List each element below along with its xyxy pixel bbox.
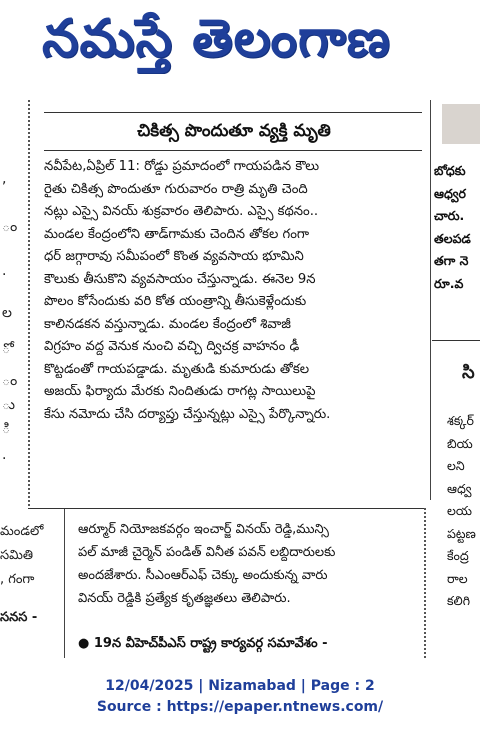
right-line: రూ.వ [434,275,464,291]
adjacent-line: అందజేశారు. సీఎంఆర్ఎఫ్ చెక్కు అందుకున్న వారు [78,568,328,583]
article-headline: చికిత్స పొందుతూ వ్యక్తి మృతి [137,121,331,141]
left-below-line: మండలో [0,524,44,539]
article-line: కేసు నమోదు చేసి దర్యాప్తు చేస్తున్నట్లు ఎస్సై పేర్కొన్నారు. [44,406,331,422]
right-column-heading: సి [462,362,475,383]
right-line: పట్టణ [447,525,476,541]
footer-source-line: Source : https://epaper.ntnews.com/ [96,699,384,715]
footer-date-line: 12/04/2025 | Nizamabad | Page : 2 [105,678,375,694]
masthead [0,0,480,82]
column-divider [28,100,30,506]
section-separator [28,508,424,509]
article-line: పొలం కోసేందుకు వరి కోత యంత్రాన్ని తీసుకెళ్లేందుకు [44,294,307,309]
left-fragment: ం [2,373,18,389]
footer [0,676,480,718]
right-line: లయ [447,503,472,518]
right-line: కలిగి [447,593,470,608]
left-fragment: ల [2,305,12,321]
right-line: రాల [447,570,468,586]
right-column-text [434,160,480,295]
adjacent-line: పల్ మాజీ చైర్మెన్ పండిత్ వినీత పవన్ లబ్దిదారులకు [78,545,336,560]
right-line: కేంద్ర [447,548,469,563]
right-separator [432,340,480,341]
right-line: తలపడ [434,230,471,246]
right-line: తగా నె [434,253,469,268]
article-line: మండల కేంద్రంలోని తాడ్‌గామకు చెందిన తోకల గంగా [44,226,310,242]
left-fragment: ి [2,421,11,437]
right-line: చారు. [434,208,465,223]
right-line: ఆధ్వ [447,480,472,496]
bullet-headline: ● 19న వీహెచ్‌పీఎస్ రాష్ట్ర కార్యవర్గ సమావేశం - [78,636,328,651]
left-below-text [0,520,64,630]
article-line: కాలినడకన వస్తున్నాడు. మండల కేంద్రంలో శివాజీ [44,316,291,332]
adjacent-line: వినయ్ రెడ్డికి ప్రత్యేక కృతజ్ఞతలు తెలిపారు. [78,591,291,606]
right-line: శక్కర్ [447,413,474,428]
left-fragment: . [2,447,7,463]
left-fragment: , [2,171,7,187]
masthead-title: నమస్తే తెలంగాణ [42,9,391,69]
right-line: లని [447,458,465,473]
left-fragment: ు [2,397,15,413]
right-column-text-lower [447,410,480,613]
right-line: బియ [447,435,473,451]
left-below-line: సమితి [0,548,34,563]
left-fragment: ం [2,219,18,235]
left-fragment: ో [2,341,11,357]
article-body [44,156,422,426]
right-line: ఆధ్వర [434,185,466,201]
photo-thumbnail [442,104,480,144]
article-line: ధర్ జగ్గారావు సమీపంలో కొంత వ్యవసాయ భూమిని [44,249,304,264]
article-line: నట్లు ఎస్సై వినయ్ శుక్రవారం తెలిపారు. ఎస్సై కథనం.. [44,204,319,219]
left-below-line: , గంగా [0,572,35,587]
headline-rule-top [44,112,422,113]
adjacent-line: ఆర్మూర్ నియోజకవర్గం ఇంచార్జ్ వినయ్ రెడ్డి,మున్సి [78,522,329,537]
left-fragment: . [2,263,7,279]
column-divider [430,100,431,500]
right-line: బోధకు [434,163,466,178]
article-line: కౌలుకు తీసుకొని వ్యవసాయం చేస్తున్నాడు. ఈనెల 9న [44,271,316,287]
column-divider [64,508,65,658]
article-line: నవీపేట,ఏప్రిల్ 11: రోడ్డు ప్రమాదంలో గాయపడిన కౌలు [44,159,320,174]
article-line: కొట్టడంతో గాయపడ్డాడు. మృతుడి కుమారుడు తోకల [44,361,310,377]
article-line: విగ్రహం వద్ద వెనుక నుంచి వచ్చి ద్విచక్ర వాహనం ఢీ [44,339,300,354]
article-line: అజయ్ ఫిర్యాదు మేరకు నిందితుడు రాగట్ల సాయిలుపై [44,384,316,399]
adjacent-article [78,518,418,610]
article-line: రైతు చికిత్స పొందుతూ గురువారం రాత్రి మృతి చెంది [44,181,308,197]
article [44,116,424,146]
column-divider [424,508,426,658]
headline-rule-bottom [44,150,422,151]
left-below-line: సనస - [0,610,38,625]
